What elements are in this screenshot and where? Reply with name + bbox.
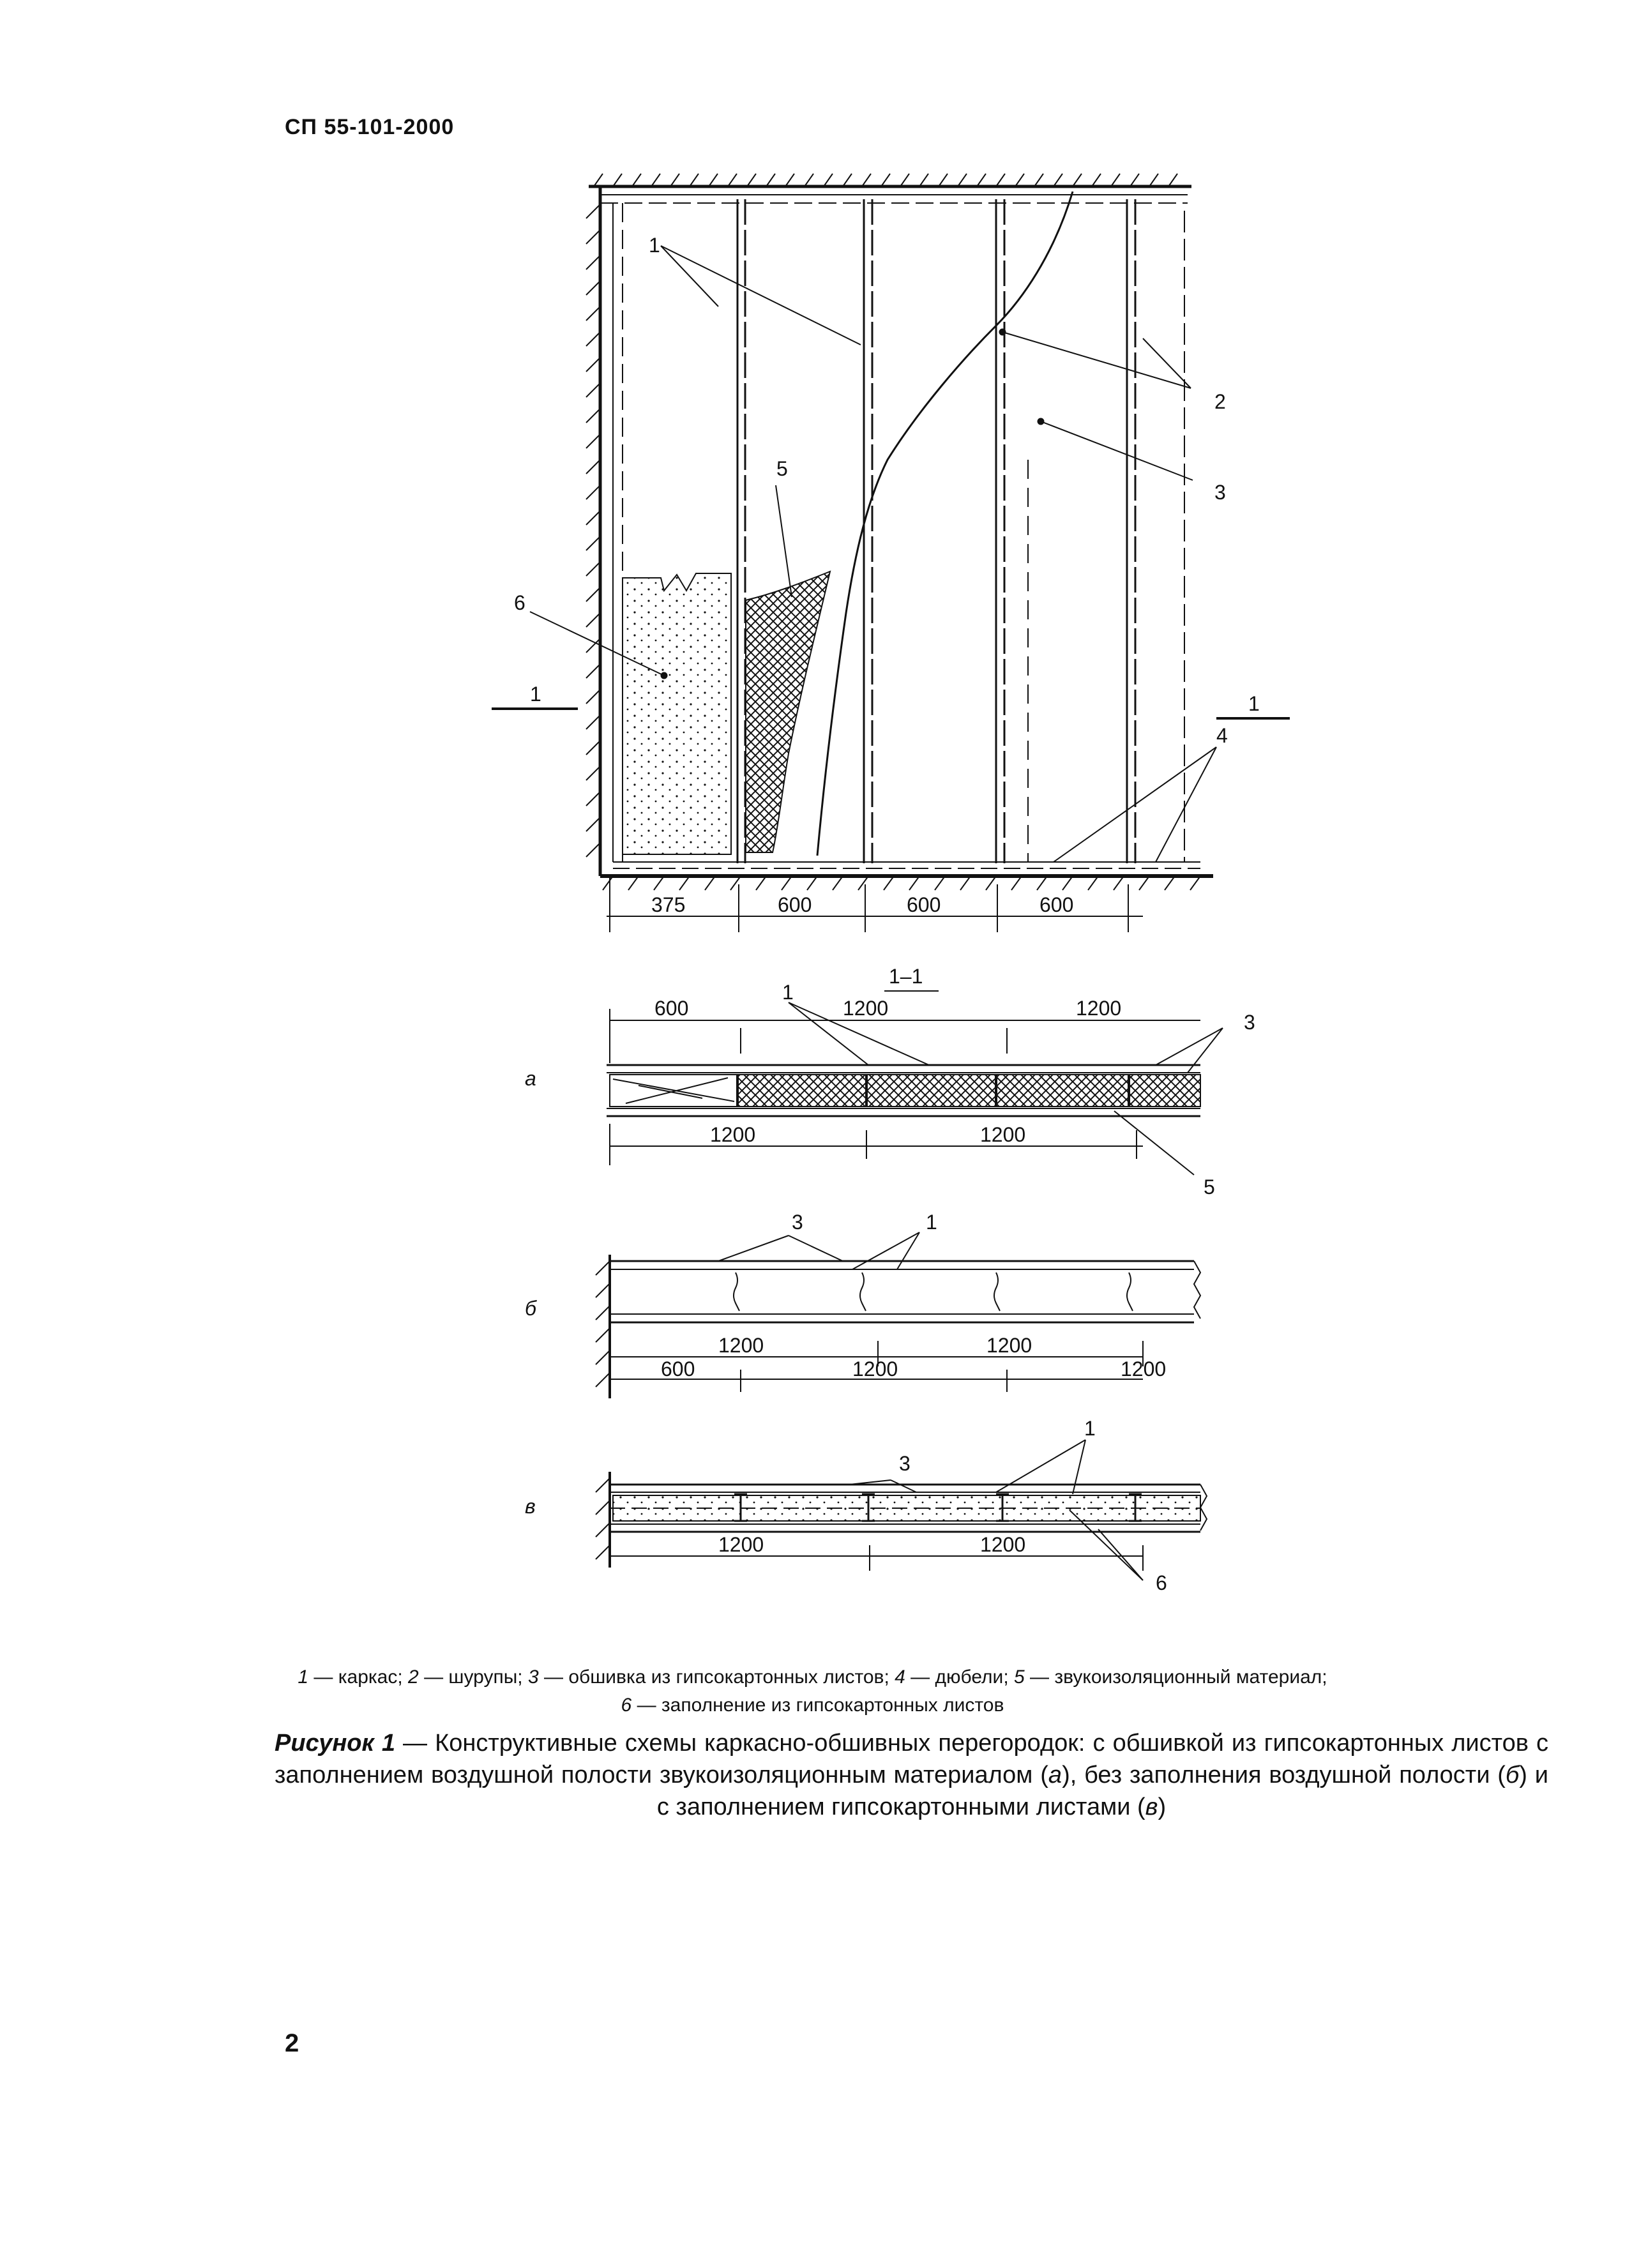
- legend-text: — звукоизоляционный материал;: [1024, 1667, 1327, 1688]
- caption-ref: а: [1048, 1762, 1062, 1788]
- document-code-header: СП 55-101-2000: [285, 115, 455, 139]
- stud: [864, 199, 872, 863]
- dim-label: 1200: [980, 1533, 1026, 1556]
- callout-1: 1: [1084, 1417, 1096, 1440]
- legend-text: — каркас;: [308, 1667, 409, 1688]
- section-variant-a: [607, 1002, 1223, 1175]
- callout-4: 4: [1216, 724, 1228, 747]
- section-title: 1–1: [889, 965, 923, 988]
- caption-text: — Конструктивные схемы каркасно-обшивных перегородок: с обшивкой из гипсокартонных листов с заполнением воздушной полости звукоизоляционным материалом (: [275, 1730, 1548, 1788]
- callout-3: 3: [1214, 481, 1226, 504]
- dim-label: 1200: [710, 1123, 756, 1146]
- callout-3: 3: [899, 1452, 911, 1475]
- callout-1: 1: [649, 234, 660, 257]
- legend-text: — заполнение из гипсокартонных листов: [631, 1695, 1004, 1716]
- dim-label: 1200: [1121, 1357, 1167, 1380]
- legend-text: — шурупы;: [418, 1667, 528, 1688]
- callout-5: 5: [1204, 1176, 1215, 1198]
- legend-num: 2: [408, 1667, 419, 1688]
- dim-label: 1200: [718, 1334, 764, 1357]
- callout-5: 5: [776, 457, 788, 480]
- callout-3: 3: [792, 1211, 803, 1234]
- dim-label: 1200: [718, 1533, 764, 1556]
- legend-text: — обшивка из гипсокартонных листов;: [538, 1667, 895, 1688]
- variant-label-a: а: [525, 1067, 536, 1090]
- legend-num: 6: [621, 1695, 632, 1716]
- section-mark-right: 1: [1248, 692, 1260, 715]
- elevation-view: [492, 174, 1290, 932]
- section-mark-left: 1: [530, 683, 541, 706]
- dim-label: 1200: [980, 1123, 1026, 1146]
- dim-label: 1200: [843, 997, 889, 1020]
- caption-text: ): [1158, 1794, 1167, 1820]
- caption-ref: в: [1145, 1794, 1158, 1820]
- callout-2: 2: [1214, 390, 1226, 413]
- legend-num: 1: [298, 1667, 309, 1688]
- callout-1: 1: [782, 981, 794, 1004]
- callout-1: 1: [926, 1211, 937, 1234]
- dim-label: 600: [661, 1357, 695, 1380]
- legend-num: 3: [527, 1667, 539, 1688]
- dim-label: 600: [1039, 893, 1074, 916]
- variant-label-v: в: [525, 1495, 536, 1518]
- callout-3: 3: [1244, 1011, 1255, 1034]
- caption-text: ), без заполнения воздушной полости (: [1062, 1762, 1506, 1788]
- legend-num: 4: [895, 1667, 905, 1688]
- caption-ref: б: [1505, 1762, 1520, 1788]
- legend-num: 5: [1014, 1667, 1025, 1688]
- dim-label: 600: [907, 893, 941, 916]
- figure-caption: [275, 1727, 1548, 1823]
- dim-label: 1200: [986, 1334, 1032, 1357]
- figure-legend: [192, 1663, 1433, 1720]
- caption-label: Рисунок 1: [275, 1730, 395, 1757]
- dim-label: 375: [651, 893, 686, 916]
- dim-label: 1200: [1076, 997, 1122, 1020]
- variant-label-b: б: [525, 1297, 536, 1320]
- dim-label: 600: [654, 997, 689, 1020]
- dim-label: 1200: [852, 1357, 898, 1380]
- stud: [996, 199, 1004, 863]
- stud: [737, 199, 745, 863]
- stud: [1127, 199, 1135, 863]
- page-number: 2: [285, 2029, 299, 2057]
- legend-text: — дюбели;: [905, 1667, 1014, 1688]
- dim-label: 600: [778, 893, 812, 916]
- callout-6: 6: [1156, 1571, 1167, 1594]
- caption-text: ) и с заполнением гипсокартонными листами (: [656, 1762, 1548, 1820]
- callout-6: 6: [514, 591, 525, 614]
